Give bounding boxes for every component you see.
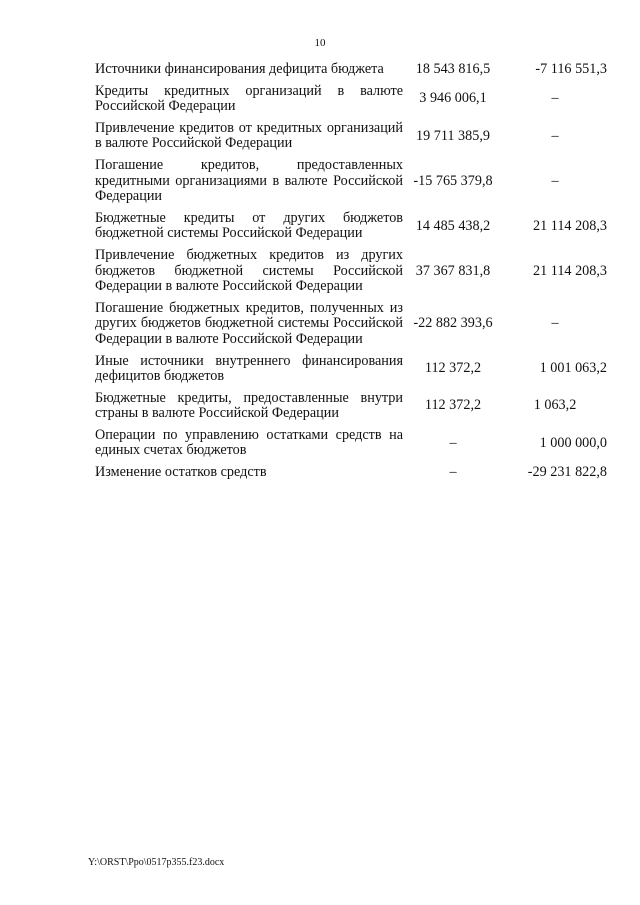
row-value-2: 21 114 208,3 [533,262,607,279]
page-number: 10 [314,37,326,49]
table-row [95,121,607,158]
row-label: Операции по управлению остатками средств на единых счетах бюджетов [95,426,403,459]
table-row [95,391,607,428]
row-value-2: 1 063,2 [533,397,577,414]
row-label: Привлечение бюджетных кредитов из других бюджетов бюджетной системы Российской Федерации в валюте Российской Федерации [95,246,403,295]
row-value-2: – [551,315,559,332]
table-row [95,354,607,391]
table-row [95,211,607,248]
budget-sources-table [95,62,607,487]
row-value-1: 112 372,2 [424,397,482,414]
footer-file-path: Y:\ORST\Ppo\0517p355.f23.docx [88,857,225,868]
row-value-2: 1 000 000,0 [539,434,607,451]
row-label: Привлечение кредитов от кредитных организаций в валюте Российской Федерации [95,119,403,152]
row-label: Кредиты кредитных организаций в валюте Российской Федерации [95,82,403,115]
row-value-1: 14 485 438,2 [415,217,491,234]
row-value-1: 112 372,2 [424,360,482,377]
row-value-2: -29 231 822,8 [527,464,607,481]
table-row [95,84,607,121]
row-value-2: – [551,127,559,144]
row-label: Иные источники внутреннего финансирования дефицитов бюджетов [95,352,403,385]
row-value-2: 21 114 208,3 [533,217,607,234]
row-label: Изменение остатков средств [95,464,267,481]
table-row [95,428,607,465]
row-value-1: – [449,434,457,451]
row-label: Бюджетные кредиты, предоставленные внутри страны в валюте Российской Федерации [95,389,403,422]
row-label: Источники финансирования дефицита бюджета [95,61,384,77]
row-label: Погашение бюджетных кредитов, полученных из других бюджетов бюджетной системы Российской Федерации в валюте Российской Федерации [95,299,403,347]
row-value-2: – [551,172,559,189]
row-value-2: 1 001 063,2 [539,360,607,377]
table-row [95,301,607,354]
table-row [95,248,607,301]
table-row [95,465,607,487]
row-value-1: 3 946 006,1 [419,90,487,107]
row-value-2: -7 116 551,3 [535,61,607,77]
table-row [95,62,607,84]
row-value-1: -22 882 393,6 [413,315,493,332]
row-value-1: 37 367 831,8 [415,262,491,279]
row-value-1: -15 765 379,8 [413,172,493,189]
row-value-1: – [449,464,457,481]
row-value-1: 18 543 816,5 [415,61,491,77]
row-label: Погашение кредитов, предоставленных кредитными организациями в валюте Российской Федерации [95,156,403,205]
row-label: Бюджетные кредиты от других бюджетов бюджетной системы Российской Федерации [95,209,403,242]
row-value-1: 19 711 385,9 [416,127,490,144]
row-value-2: – [551,90,559,107]
table-row [95,158,607,211]
